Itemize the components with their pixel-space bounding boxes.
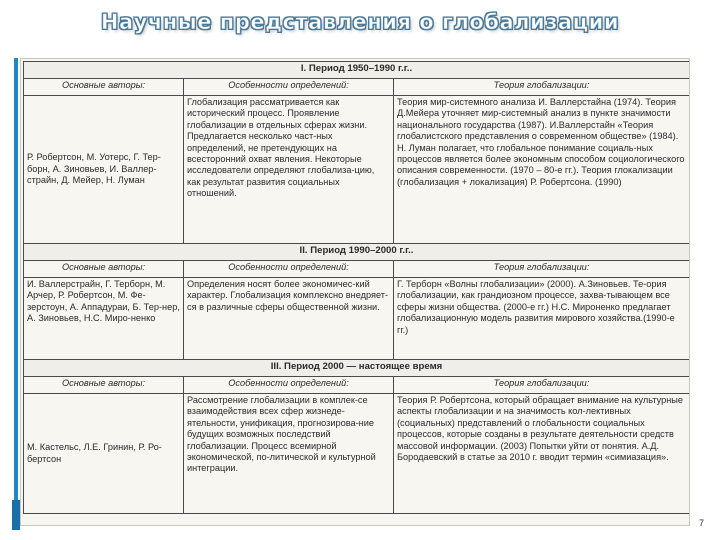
features-cell: Определения носят более экономичес-кий характер. Глобализация комплексно внедряет-ся в различные сферы общественной жизни.: [184, 278, 394, 360]
col-header-authors: Основные авторы:: [24, 261, 184, 278]
period-row: [24, 360, 690, 377]
col-header-features: Особенности определений:: [184, 377, 394, 394]
col-header-authors: Основные авторы:: [24, 377, 184, 394]
col-header-theories: Теория глобализации:: [394, 377, 690, 394]
col-header-theories: Теория глобализации:: [394, 261, 690, 278]
accent-bar: [14, 58, 18, 528]
period-label: II. Период 1990–2000 г.г..: [24, 244, 690, 261]
authors-cell: Р. Робертсон, М. Уотерс, Г. Тер-борн, А. Зиновьев, И. Валлер-страйн, Д. Мейер, Н. Луман: [24, 96, 184, 244]
features-cell: Глобализация рассматривается как исторический процесс. Проявление глобализации в отдельных сферах жизни. Предлагается несколько част-ных определений, не претендующих на всесторонний охват явления. Некоторые исследователи определяют глобализа-цию, как результат развития социальных отношений.: [184, 96, 394, 244]
table-row: [24, 96, 690, 244]
col-header-features: Особенности определений:: [184, 261, 394, 278]
authors-cell: И. Валлерстрайн, Г. Терборн, М. Арчер, Р. Робертсон, М. Фе-зерстоун, А. Аппадураи, Б. Тер-нер, А. Зиновьев, Н.С. Миро-ненко: [24, 278, 184, 360]
accent-corner: [12, 500, 20, 530]
col-header-theories: Теория глобализации:: [394, 79, 690, 96]
table-row: [24, 394, 690, 514]
period-label: III. Период 2000 — настоящее время: [24, 360, 690, 377]
table-scan: [20, 58, 690, 526]
period-row: [24, 244, 690, 261]
page-number: 7: [698, 518, 704, 528]
slide-title: Научные представления о глобализации: [100, 10, 620, 34]
authors-cell: М. Кастельс, Л.Е. Гринин, Р. Ро-бертсон: [24, 394, 184, 514]
features-cell: Рассмотрение глобализации в комплек-се взаимодействия всех сфер жизнеде-ятельности, унификация, прогнозирова-ние будущих возможных последствий глобализации. Процесс всемирной экономической, по-литической и культурной интеграции.: [184, 394, 394, 514]
table-row: [24, 278, 690, 360]
globalization-table: [23, 61, 690, 514]
col-header-authors: Основные авторы:: [24, 79, 184, 96]
header-row: [24, 377, 690, 394]
period-label: I. Период 1950–1990 г.г..: [24, 62, 690, 79]
col-header-features: Особенности определений:: [184, 79, 394, 96]
header-row: [24, 261, 690, 278]
theories-cell: Теория Р. Робертсона, который обращает внимание на культурные аспекты глобализации и на значимость кол-лективных (социальных) представлений о глобальности социальных процессов, которые созданы в результате деятельности средств массовой информации. (2003) Попытки уйти от понятия. А.Д. Бородаевский в статье за 2010 г. вводит термин «симиазация».: [394, 394, 690, 514]
header-row: [24, 79, 690, 96]
theories-cell: Теория мир-системного анализа И. Валлерстайна (1974). Теория Д.Мейера уточняет мир-системный анализ в пункте значимости национального государства (1987). И.Валлерстайн «Теория глобалистского представления о современном обществе» (1984). Н. Луман полагает, что глобальное понимание социаль-ных процессов является более экономным способом социологического описания современности. (1970 – 80-е гг.). Теория глокализации (глобализация + локализация) Р. Робертсона. (1990): [394, 96, 690, 244]
theories-cell: Г. Терборн «Волны глобализации» (2000). А.Зиновьев. Те-ория глобализации, как грандиозном процессе, захва-тывающем все сферы жизни общества. (2000-е гг.) Н.С. Мироненко предлагает глобализационную модель развития мирового хозяйства.(1990-е гг.): [394, 278, 690, 360]
period-row: [24, 62, 690, 79]
